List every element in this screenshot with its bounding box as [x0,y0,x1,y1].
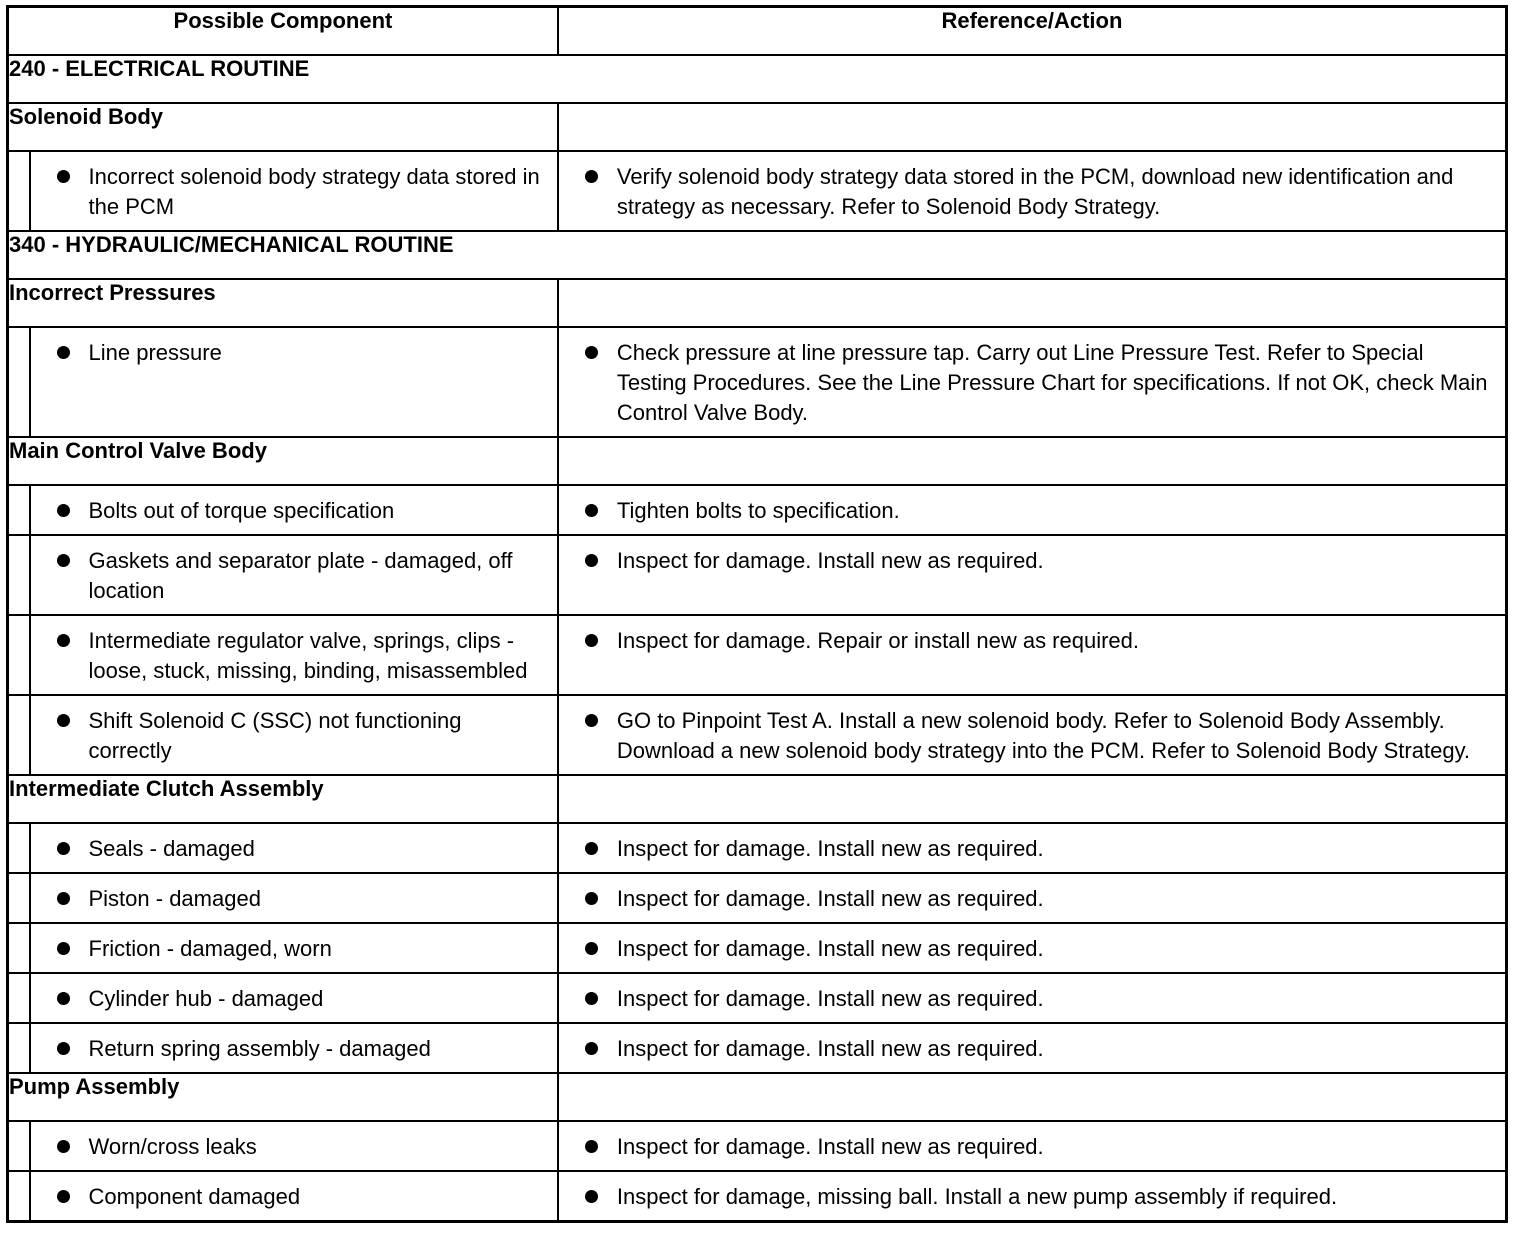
bullet-icon [585,992,598,1005]
row-indent [8,151,30,231]
table-row [8,1171,1507,1222]
bullet-icon [585,942,598,955]
action-cell [558,485,1507,535]
diagnosis-table [6,5,1508,1223]
component-text: Worn/cross leaks [88,1134,257,1159]
row-indent [8,1121,30,1171]
component-text: Piston - damaged [88,886,261,911]
bullet-icon [57,170,70,183]
bullet-icon [57,942,70,955]
action-text: Inspect for damage, missing ball. Install a new pump assembly if required. [616,1184,1338,1209]
bullet-icon [57,504,70,517]
bullet-icon [57,1190,70,1203]
component-text: Gaskets and separator plate - damaged, off location [88,548,513,603]
table-header-row [8,7,1507,56]
action-cell-inner [559,486,1505,534]
component-text: Cylinder hub - damaged [88,986,324,1011]
component-text: Seals - damaged [88,836,255,861]
bullet-icon [585,892,598,905]
component-cell [30,151,558,231]
component-text: Incorrect solenoid body strategy data stored in the PCM [88,164,540,219]
action-text: Inspect for damage. Install new as required. [616,986,1044,1011]
action-text: Inspect for damage. Install new as required. [616,936,1044,961]
action-cell [558,973,1507,1023]
row-indent [8,485,30,535]
component-cell-inner [31,486,557,534]
header-possible-component: Possible Component [8,7,558,56]
action-cell [558,923,1507,973]
action-text: Inspect for damage. Install new as required. [616,836,1044,861]
component-cell-inner [31,616,557,694]
group-row [8,775,1507,823]
group-row [8,103,1507,151]
row-indent [8,615,30,695]
header-reference-action: Reference/Action [558,7,1507,56]
component-cell-inner [31,974,557,1022]
component-cell [30,973,558,1023]
action-cell [558,695,1507,775]
group-title: Solenoid Body [8,103,558,151]
bullet-icon [585,714,598,727]
row-indent [8,535,30,615]
component-cell [30,535,558,615]
action-cell-inner [559,824,1505,872]
component-cell-inner [31,152,557,230]
group-title: Intermediate Clutch Assembly [8,775,558,823]
bullet-icon [57,1042,70,1055]
routine-row [8,231,1507,279]
action-text: GO to Pinpoint Test A. Install a new solenoid body. Refer to Solenoid Body Assembly. Download a new solenoid body strategy into the PCM. Refer to Solenoid Body Strategy. [616,708,1471,763]
table-row [8,615,1507,695]
action-cell [558,1121,1507,1171]
action-cell-inner [559,924,1505,972]
bullet-icon [57,842,70,855]
component-cell-inner [31,1172,557,1220]
group-title: Incorrect Pressures [8,279,558,327]
action-cell [558,873,1507,923]
group-row [8,279,1507,327]
bullet-icon [585,1190,598,1203]
action-cell [558,823,1507,873]
component-text: Component damaged [88,1184,301,1209]
table-row [8,327,1507,437]
action-cell-inner [559,1024,1505,1072]
row-indent [8,923,30,973]
bullet-icon [57,554,70,567]
action-text: Check pressure at line pressure tap. Carry out Line Pressure Test. Refer to Special Testing Procedures. See the Line Pressure Chart for specifications. If not OK, check Main Control Valve Body. [616,340,1488,425]
bullet-icon [57,892,70,905]
row-indent [8,1023,30,1073]
component-text: Intermediate regulator valve, springs, clips - loose, stuck, missing, binding, misassembled [88,628,528,683]
component-cell [30,485,558,535]
bullet-icon [585,504,598,517]
group-title: Main Control Valve Body [8,437,558,485]
row-indent [8,973,30,1023]
action-cell-inner [559,152,1505,230]
group-reference-empty [558,1073,1507,1121]
table-row [8,823,1507,873]
component-cell-inner [31,924,557,972]
component-text: Shift Solenoid C (SSC) not functioning correctly [88,708,462,763]
action-text: Inspect for damage. Install new as required. [616,1134,1044,1159]
table-row [8,973,1507,1023]
component-text: Return spring assembly - damaged [88,1036,431,1061]
table-row [8,695,1507,775]
action-text: Inspect for damage. Install new as required. [616,1036,1044,1061]
bullet-icon [585,170,598,183]
group-reference-empty [558,279,1507,327]
component-cell [30,1121,558,1171]
action-text: Tighten bolts to specification. [616,498,900,523]
action-text: Inspect for damage. Install new as required. [616,548,1044,573]
table-row [8,1121,1507,1171]
component-cell-inner [31,874,557,922]
group-reference-empty [558,103,1507,151]
routine-title: 340 - HYDRAULIC/MECHANICAL ROUTINE [8,231,1507,279]
group-title: Pump Assembly [8,1073,558,1121]
action-cell-inner [559,874,1505,922]
bullet-icon [585,554,598,567]
component-cell [30,923,558,973]
component-cell-inner [31,536,557,614]
bullet-icon [585,346,598,359]
row-indent [8,327,30,437]
component-cell [30,873,558,923]
component-cell-inner [31,328,557,376]
component-cell [30,695,558,775]
bullet-icon [585,634,598,647]
component-cell [30,1171,558,1222]
action-cell [558,535,1507,615]
bullet-icon [57,992,70,1005]
group-reference-empty [558,437,1507,485]
component-cell-inner [31,824,557,872]
table-body [8,55,1507,1222]
component-cell [30,1023,558,1073]
bullet-icon [585,1042,598,1055]
component-cell [30,823,558,873]
row-indent [8,695,30,775]
table-row [8,151,1507,231]
bullet-icon [57,714,70,727]
group-row [8,1073,1507,1121]
row-indent [8,823,30,873]
table-row [8,535,1507,615]
table-row [8,1023,1507,1073]
action-cell-inner [559,696,1505,774]
component-text: Bolts out of torque specification [88,498,395,523]
table-row [8,873,1507,923]
action-cell [558,327,1507,437]
action-cell-inner [559,328,1505,436]
action-cell-inner [559,1172,1505,1220]
group-row [8,437,1507,485]
component-text: Friction - damaged, worn [88,936,332,961]
table-row [8,923,1507,973]
bullet-icon [57,1140,70,1153]
component-cell-inner [31,1024,557,1072]
group-reference-empty [558,775,1507,823]
component-cell [30,327,558,437]
routine-row [8,55,1507,103]
row-indent [8,1171,30,1222]
component-cell-inner [31,1122,557,1170]
bullet-icon [57,634,70,647]
action-cell [558,615,1507,695]
action-cell-inner [559,1122,1505,1170]
row-indent [8,873,30,923]
action-cell-inner [559,536,1505,584]
action-cell [558,1023,1507,1073]
bullet-icon [585,842,598,855]
action-text: Inspect for damage. Repair or install new as required. [616,628,1140,653]
action-text: Verify solenoid body strategy data stored in the PCM, download new identification and strategy as necessary. Refer to Solenoid Body Strategy. [616,164,1454,219]
routine-title: 240 - ELECTRICAL ROUTINE [8,55,1507,103]
table-row [8,485,1507,535]
action-cell [558,151,1507,231]
bullet-icon [585,1140,598,1153]
action-text: Inspect for damage. Install new as required. [616,886,1044,911]
action-cell-inner [559,616,1505,664]
bullet-icon [57,346,70,359]
action-cell-inner [559,974,1505,1022]
action-cell [558,1171,1507,1222]
component-cell-inner [31,696,557,774]
component-cell [30,615,558,695]
component-text: Line pressure [88,340,222,365]
